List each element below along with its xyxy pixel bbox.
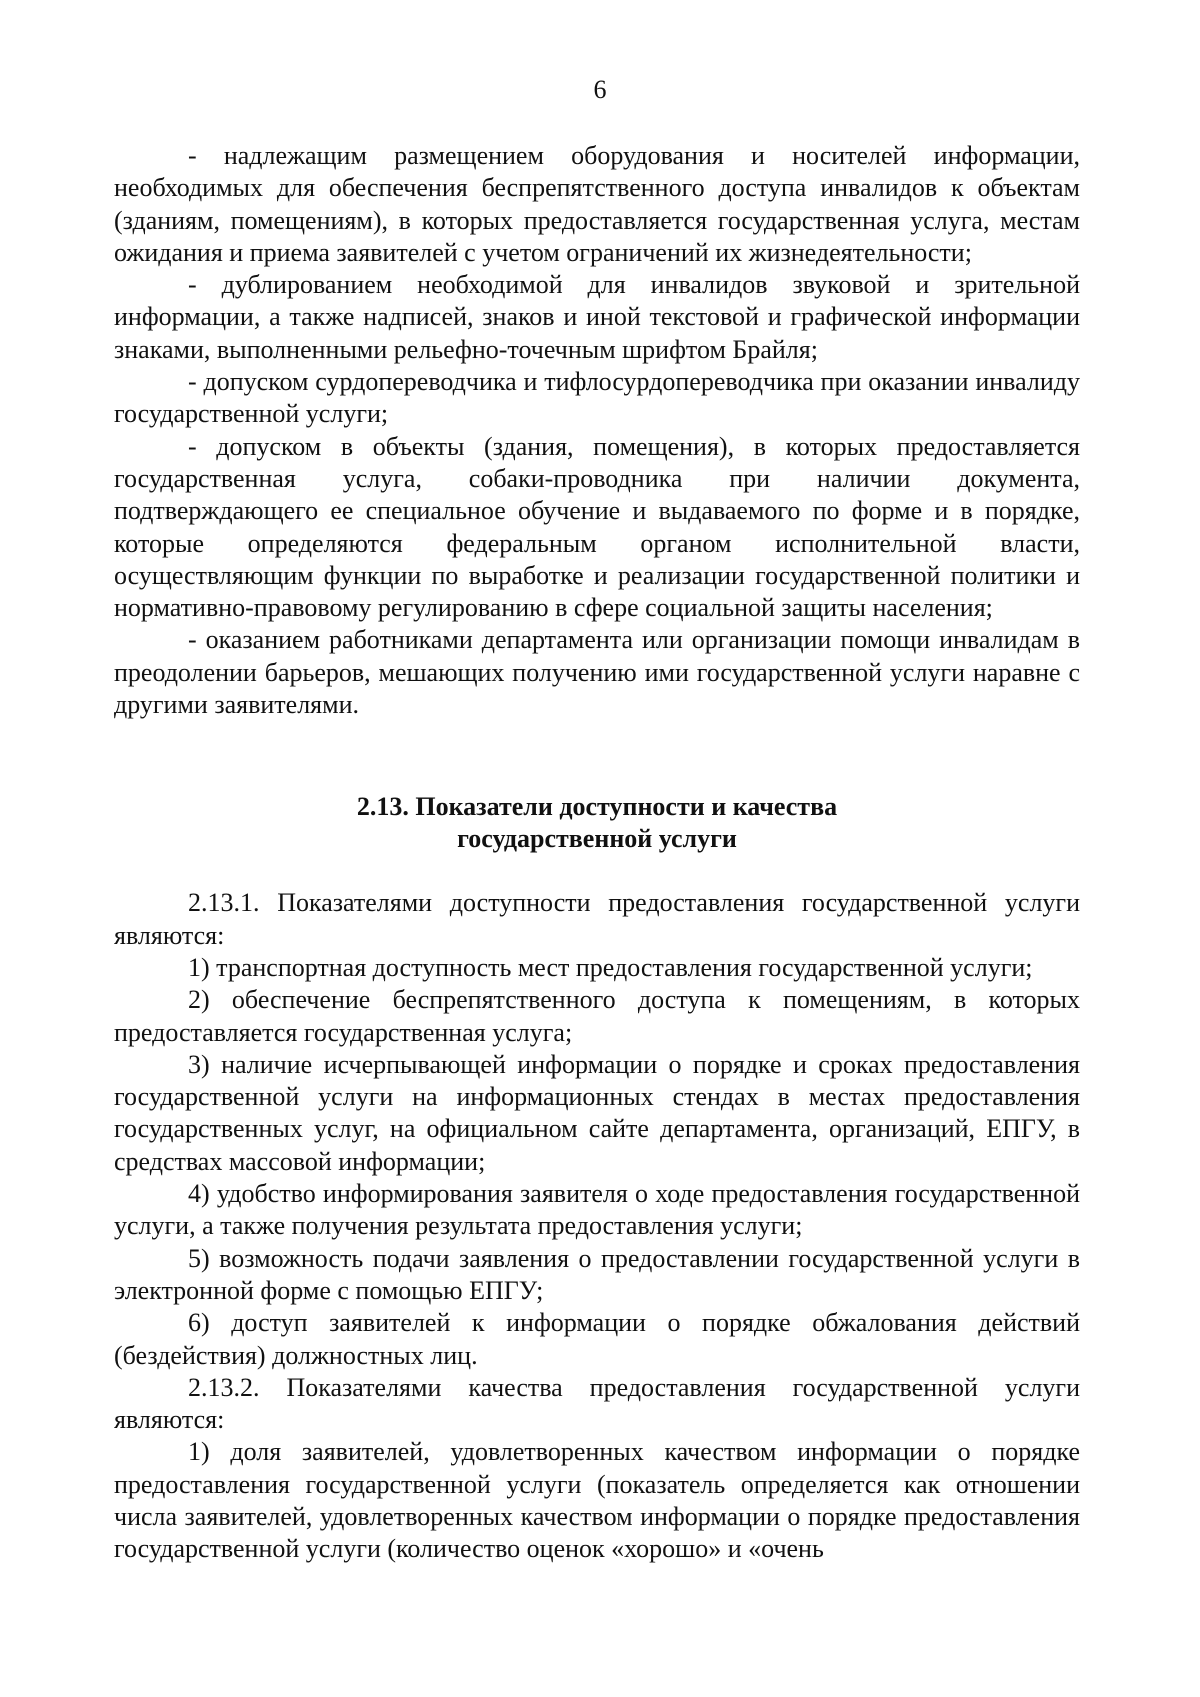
spacer [114, 855, 1080, 887]
list-item-appeal-access: 6) доступ заявителей к информации о порядке обжалования действий (бездействия) должностных лиц. [114, 1308, 1080, 1370]
list-item-electronic-application: 5) возможность подачи заявления о предоставлении государственной услуги в электронной форме с помощью ЕПГУ; [114, 1243, 1080, 1305]
list-item-transport: 1) транспортная доступность мест предоставления государственной услуги; [188, 952, 1033, 982]
paragraph-equipment-placement: - надлежащим размещением оборудования и носителей информации, необходимых для обеспечения беспрепятственного доступа инвалидов к объектам (зданиям, помещениям), в которых предоставляется государственная услуга, местам ожидания и приема заявителей с учетом ограничений их жизнедеятельности; [114, 141, 1080, 267]
spacer [114, 721, 1080, 791]
section-heading-line-2: государственной услуги [457, 824, 737, 854]
paragraph-staff-assistance: - оказанием работниками департамента или организации помощи инвалидам в преодолении барьеров, мешающих получению ими государственной услуги наравне с другими заявителями. [114, 625, 1080, 720]
list-item-notification: 4) удобство информирования заявителя о ходе предоставления государственной услуги, а также получения результата предоставления услуги; [114, 1179, 1080, 1241]
paragraph-2-13-1: 2.13.1. Показателями доступности предоставления государственной услуги являются: [114, 888, 1080, 950]
section-heading [114, 791, 1080, 855]
document-body [114, 140, 1080, 1566]
page-number: 6 [593, 75, 607, 104]
section-heading-line-1: 2.13. Показатели доступности и качества [356, 792, 838, 822]
paragraph-sign-interpreter: - допуском сурдопереводчика и тифлосурдопереводчика при оказании инвалиду государственной услуги; [114, 367, 1080, 429]
list-item-barrier-free-access: 2) обеспечение беспрепятственного доступа к помещениям, в которых предоставляется государственная услуга; [114, 985, 1080, 1047]
paragraph-braille-duplication: - дублированием необходимой для инвалидов звуковой и зрительной информации, а также надписей, знаков и иной текстовой и графической информации знаками, выполненными рельефно-точечным шрифтом Брайля; [114, 270, 1080, 364]
list-item-information: 3) наличие исчерпывающей информации о порядке и сроках предоставления государственной услуги на информационных стендах в местах предоставления государственных услуг, на официальном сайте департамента, организаций, ЕПГУ, в средствах массовой информации; [114, 1049, 1080, 1176]
paragraph-guide-dog: - допуском в объекты (здания, помещения), в которых предоставляется государственная услуга, собаки-проводника при наличии документа, подтверждающего ее специальное обучение и выдаваемого по форме и в порядке, которые определяются федеральным органом исполнительной власти, осуществляющим функции по выработке и реализации государственной политики и нормативно-правовому регулированию в сфере социальной защиты населения; [114, 431, 1080, 623]
list-item-satisfaction-share: 1) доля заявителей, удовлетворенных качеством информации о порядке предоставления государственной услуги (показатель определяется как отношении числа заявителей, удовлетворенных качеством информации о порядке предоставления государственной услуги (количество оценок «хорошо» и «очень [114, 1437, 1080, 1564]
paragraph-2-13-2: 2.13.2. Показателями качества предоставления государственной услуги являются: [114, 1372, 1080, 1435]
